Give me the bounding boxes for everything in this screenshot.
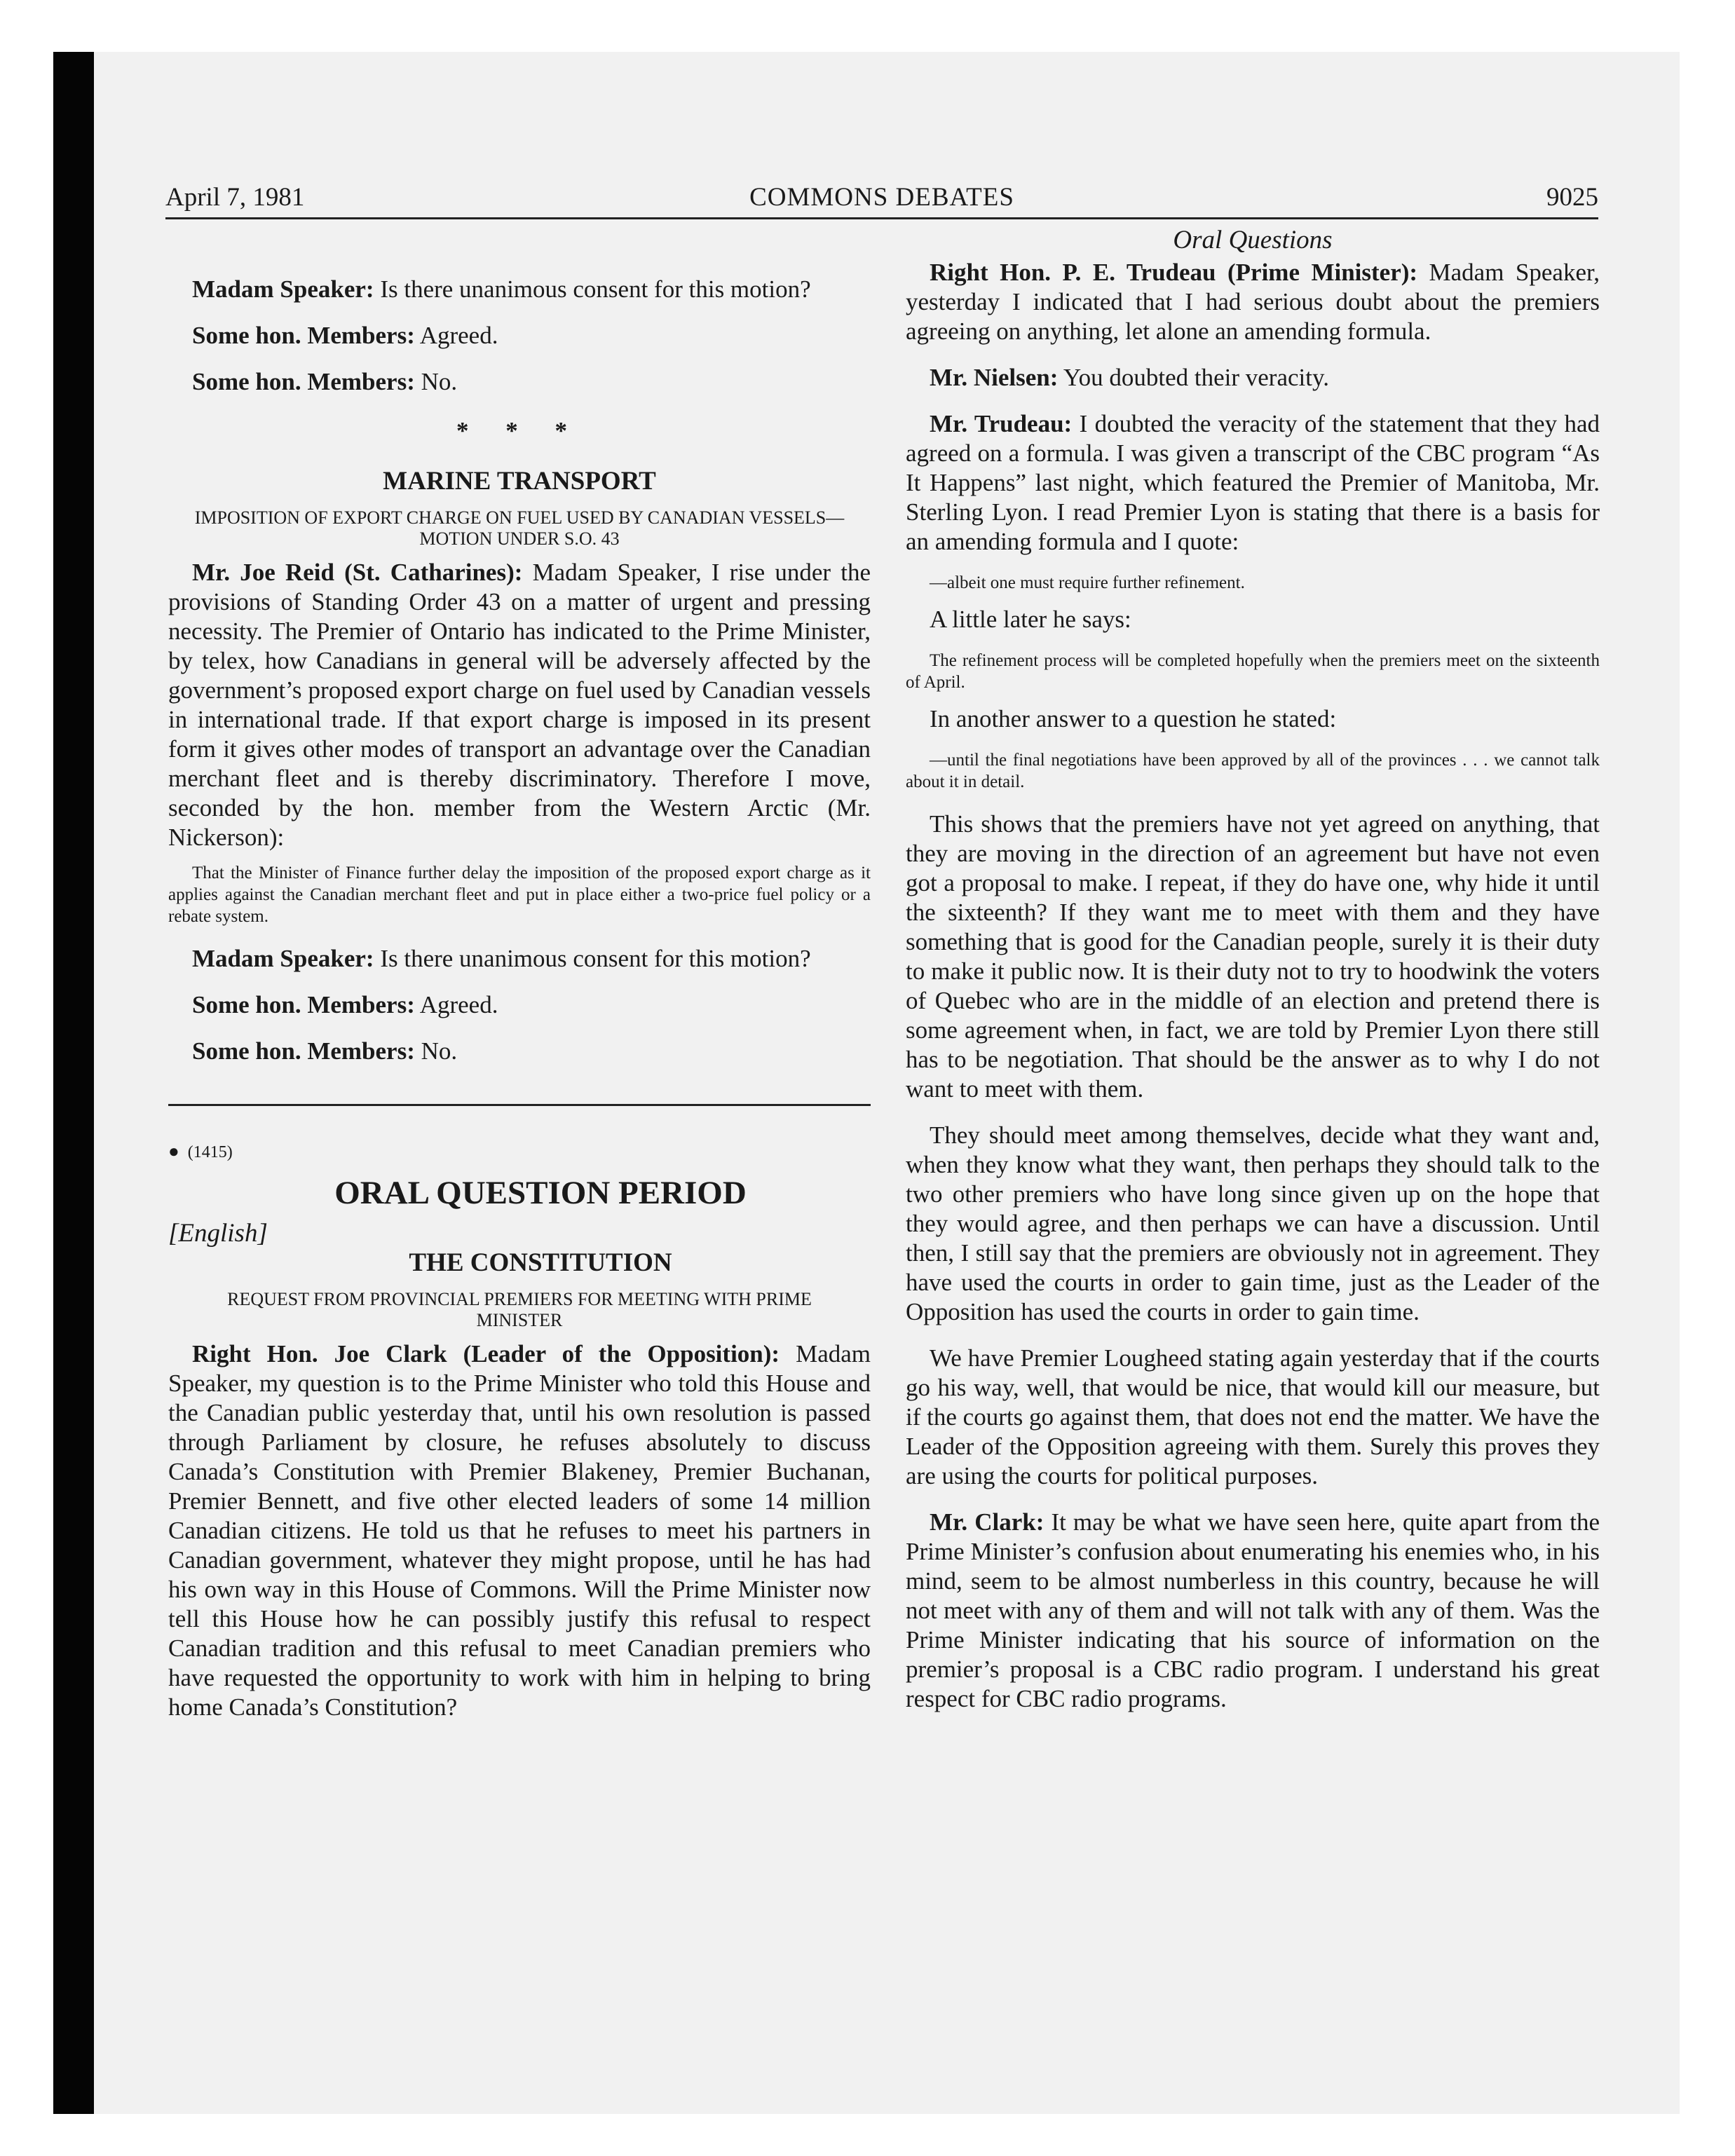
speech-paragraph: [168, 1037, 871, 1066]
speaker-name: Mr. Clark:: [930, 1508, 1045, 1536]
speech-paragraph: [168, 367, 871, 397]
speech-text: It may be what we have seen here, quite apart from the Prime Minister’s confusion about enumerating his enemies who, in his mind, seem to be almost numberless in this country, because he will not meet with any of them and will not talk with any of them. Was the Prime Minister indicating that his source of information on the premier’s proposal is a CBC radio program. I understand his great respect for CBC radio programs.: [906, 1508, 1600, 1712]
speech-text: I doubted the veracity of the statement that they had agreed on a formula. I was given a transcript of the CBC program “As It Happens” last night, which featured the Premier of Manitoba, Mr. Sterling Lyon. I read Premier Lyon is stating that there is a basis for an amending formula and I quote:: [906, 410, 1600, 555]
speaker-name: Some hon. Members:: [192, 368, 415, 395]
speech-text: Madam Speaker, yesterday I indicated that I had serious doubt about the premiers agreeing on anything, let alone an amending formula.: [906, 259, 1600, 345]
motion-text: That the Minister of Finance further delay the imposition of the proposed export charge as it applies against the Canadian merchant fleet and put in place either a two-price fuel policy or a rebate system.: [168, 864, 871, 926]
time-marker-text: (1415): [187, 1143, 233, 1161]
quotation: —albeit one must require further refinement.: [930, 573, 1245, 592]
speech-text: Is there unanimous consent for this motion?: [374, 945, 811, 972]
quotation: The refinement process will be completed hopefully when the premiers meet on the sixteenth of April.: [906, 651, 1600, 692]
speech-paragraph: [168, 558, 871, 852]
time-marker: [168, 1137, 871, 1167]
speech-paragraph: [906, 258, 1600, 346]
section-divider: [168, 1104, 871, 1106]
speech-text: Agreed.: [414, 322, 498, 349]
bullet-icon: ●: [168, 1141, 179, 1161]
speech-text: Is there unanimous consent for this motion?: [374, 275, 811, 303]
speech-text: Madam Speaker, my question is to the Prime Minister who told this House and the Canadian public yesterday that, until his own resolution is passed through Parliament by closure, he refuses absolutely to discuss Canada’s Constitution with Premier Blakeney, Premier Buchanan, Premier Bennett, and five other elected leaders of some 14 million Canadian citizens. He told us that he refuses to meet his partners in Canadian government, whatever they might propose, until he has had his own way in this House of Commons. Will the Prime Minister now tell this House how he can possibly justify this refusal to respect Canadian tradition and this refusal to meet Canadian premiers who have requested the opportunity to work with him in helping to bring home Canada’s Constitution?: [168, 1340, 871, 1721]
left-column: [168, 226, 871, 1722]
constitution-subtitle: REQUEST FROM PROVINCIAL PREMIERS FOR MEETING WITH PRIME MINISTER: [227, 1289, 812, 1330]
section-separator: * * *: [456, 417, 583, 444]
language-marker: [English]: [168, 1219, 268, 1248]
header-page-number: 9025: [1546, 183, 1598, 212]
speech-text: Agreed.: [414, 991, 498, 1018]
speaker-name: Some hon. Members:: [192, 991, 415, 1018]
speech-paragraph: [168, 944, 871, 974]
speech-text: No.: [414, 368, 458, 395]
header-running-title: COMMONS DEBATES: [749, 183, 1014, 212]
speaker-name: Right Hon. Joe Clark (Leader of the Opposition):: [192, 1340, 780, 1367]
speaker-name: Some hon. Members:: [192, 322, 415, 349]
oral-question-period-title: ORAL QUESTION PERIOD: [334, 1175, 747, 1211]
quotation: —until the final negotiations have been approved by all of the provinces . . . we cannot talk about it in detail.: [906, 751, 1600, 791]
header-date: April 7, 1981: [165, 183, 305, 212]
section-title: MARINE TRANSPORT: [383, 467, 656, 496]
speaker-name: Right Hon. P. E. Trudeau (Prime Minister):: [930, 259, 1418, 286]
speech-text: Madam Speaker, I rise under the provisions of Standing Order 43 on a matter of urgent and pressing necessity. The Premier of Ontario has indicated to the Prime Minister, by telex, how Canadians in general will be adversely affected by the government’s proposed export charge on fuel used by Canadian vessels in international trade. If that export charge is imposed in its present form it gives other modes of transport an advantage over the Canadian merchant fleet and is thereby discriminatory. Therefore I move, seconded by the hon. member from the Western Arctic (Mr. Nickerson):: [168, 559, 871, 851]
text-paragraph: This shows that the premiers have not yet agreed on anything, that they are moving in the direction of an agreement but have not even got a proposal to make. I repeat, if they do have one, why hide it until the sixteenth? If they want me to meet with them and they have something that is good for the Canadian people, surely it is their duty to make it public now. It is their duty not to try to hoodwink the voters of Quebec who are in the middle of an election and pretend there is some agreement when, in fact, we are told by Premier Lyon there still has to be negotiation. That should be the answer as to why I do not want to meet with them.: [906, 810, 1600, 1103]
text-paragraph: A little later he says:: [930, 606, 1131, 633]
speech-paragraph: [906, 363, 1600, 393]
speaker-name: Mr. Trudeau:: [930, 410, 1073, 437]
speaker-name: Madam Speaker:: [192, 945, 374, 972]
section-subtitle: IMPOSITION OF EXPORT CHARGE ON FUEL USED BY CANADIAN VESSELS—MOTION UNDER S.O. 43: [194, 507, 845, 549]
speech-paragraph: [906, 1508, 1600, 1714]
speech-paragraph: [906, 409, 1600, 557]
scan-edge: [53, 52, 94, 2114]
text-paragraph: They should meet among themselves, decide what they want and, when they know what they want, then perhaps they should talk to the two other premiers who have long since given up on the hope that they would agree, and then perhaps we can have a discussion. Until then, I still say that the premiers are obviously not in agreement. They have used the courts in order to gain time, just as the Leader of the Opposition has used the courts in order to gain time.: [906, 1121, 1600, 1325]
speaker-name: Mr. Joe Reid (St. Catharines):: [192, 559, 523, 586]
speech-paragraph: [168, 321, 871, 350]
speaker-name: Madam Speaker:: [192, 275, 374, 303]
text-paragraph: We have Premier Lougheed stating again yesterday that if the courts go his way, well, that would be nice, that would kill our measure, but if the courts go against them, that does not end the matter. We have the Leader of the Opposition agreeing with them. Surely this proves they are using the courts for political purposes.: [906, 1344, 1600, 1489]
speaker-name: Mr. Nielsen:: [930, 364, 1059, 391]
right-column: [906, 226, 1600, 1714]
constitution-title: THE CONSTITUTION: [409, 1248, 672, 1277]
speech-text: No.: [414, 1037, 458, 1065]
section-rubric: Oral Questions: [1173, 226, 1333, 254]
speech-paragraph: [168, 990, 871, 1020]
speaker-name: Some hon. Members:: [192, 1037, 415, 1065]
speech-paragraph: [168, 1339, 871, 1722]
speech-text: You doubted their veracity.: [1058, 364, 1329, 391]
speech-paragraph: [168, 275, 871, 304]
page-header: [165, 178, 1598, 219]
text-paragraph: In another answer to a question he stated:: [930, 705, 1337, 732]
